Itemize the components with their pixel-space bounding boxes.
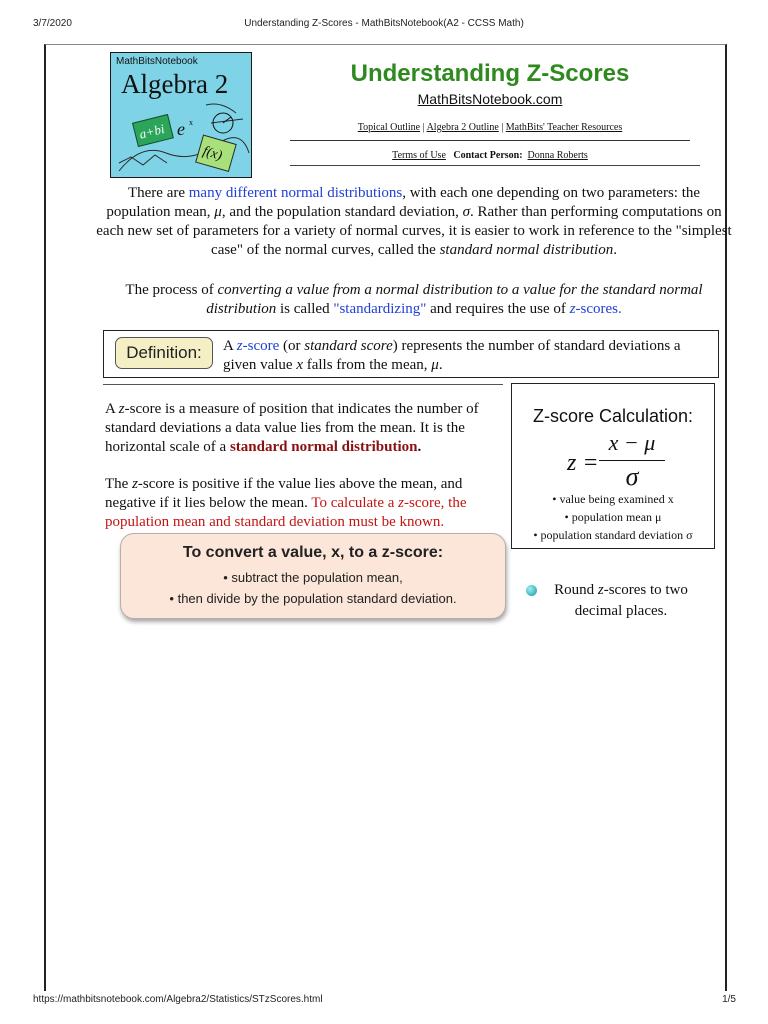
z-score-link[interactable]: -score [242,338,280,354]
topical-outline-link[interactable]: Topical Outline [357,122,421,133]
x-variable: x [296,357,303,373]
zscore-calculation-heading: Z-score Calculation: [532,406,694,426]
sigma-symbol: σ [462,204,470,220]
z-variable: z [118,401,125,417]
z-variable: z [132,476,138,492]
z-variable: z [569,301,576,317]
page-url[interactable]: https://mathbitsnotebook.com/Algebra2/Statistics/STzScores.html [33,994,323,1005]
zscore-formula [567,430,697,494]
measure-paragraph [105,400,505,457]
z-variable: z [597,582,604,598]
definition-box [103,330,719,378]
convert-step-1: • subtract the population mean, [223,570,403,585]
text: -scores to two decimal places. [574,582,688,619]
text: The process of [125,282,218,298]
rounding-tip [534,580,734,622]
formula-lhs: z = [567,450,599,476]
site-link[interactable]: MathBitsNotebook.com [417,91,563,107]
algebra2-logo[interactable] [110,52,252,178]
page-number: 1/5 [722,994,736,1005]
page-tab-title: Understanding Z-Scores - MathBitsNotebook(A2 - CCSS Math) [244,18,524,29]
text: Round [554,582,598,598]
z-variable: z [398,495,405,511]
page-title: Understanding Z-Scores [350,60,630,87]
text: , and the population standard deviation, [221,204,463,220]
standard-normal-distribution-term: standard normal distribution [229,439,418,455]
nav-links [290,122,690,133]
text: The [105,476,133,492]
text: . Rather than performing computations on each new set of parameters for a variety of normal curves, it is easier to work in reference to the "simplest case" of the normal curves, called the [96,204,732,258]
formula-numerator: x − μ [608,430,656,455]
text: -score is positive if the value lies above the mean, and negative if it lies below the mean. [105,476,463,511]
formula-legend-x: • value being examined x [552,492,674,506]
sign-paragraph [105,475,505,532]
logo-math-collage-icon [111,53,251,177]
zscore-calculation-box [511,383,715,549]
text: -score is a measure of position that indicates the number of standard deviations a data value lies from the mean. It is the horizontal scale of a [105,401,479,455]
text: , with each one depending on two parameters: the population mean, [106,185,701,220]
definition-text [223,337,713,375]
svg-text:x: x [189,118,193,127]
converting-term: converting a value from a normal distribution to a value for the standard normal distribution [206,282,703,317]
text: falls from the mean, [302,357,432,373]
svg-text:e: e [177,119,185,139]
calculate-note: -score, the population mean and standard deviation must be known. [105,495,467,530]
normal-distributions-link[interactable]: many different normal distributions [188,185,403,201]
convert-heading: To convert a value, x, to a z-score: [182,544,444,561]
standardizing-link[interactable]: "standardizing" [333,301,427,317]
print-date: 3/7/2020 [33,18,72,29]
text: . [438,357,443,373]
formula-legend-sigma: • population standard deviation σ [533,528,693,542]
calculate-note: To calculate a [311,495,399,511]
header-divider-2 [290,165,700,166]
terms-contact [290,150,690,161]
intro-paragraph [96,184,732,260]
logo-title-text: Algebra 2 [121,69,229,99]
z-scores-link[interactable]: -scores. [575,301,622,317]
convert-step-2: • then divide by the population standard deviation. [169,591,457,606]
text: A [105,401,119,417]
text: is called [276,301,334,317]
header-divider [290,140,690,141]
convert-steps-box [120,533,506,619]
text: and requires the use of [426,301,570,317]
contact-label: Contact Person: [453,150,523,161]
section-divider [103,384,503,385]
teacher-resources-link[interactable]: MathBits' Teacher Resources [505,122,623,133]
definition-badge: Definition: [115,337,213,369]
bullet-dot-icon [526,585,537,596]
text: (or [279,338,305,354]
rounding-tip-text [546,580,696,622]
svg-text:a+bi: a+bi [137,120,166,142]
terms-of-use-link[interactable]: Terms of Use [392,150,446,161]
contact-name-link[interactable]: Donna Roberts [527,150,588,161]
formula-legend-mu: • population mean μ [564,510,662,524]
text: . [417,439,422,455]
formula-denominator: σ [625,462,639,491]
text: . [613,242,617,258]
logo-brand-text: MathBitsNotebook [116,56,198,67]
fraction-bar [599,460,665,461]
algebra2-outline-link[interactable]: Algebra 2 Outline [426,122,499,133]
standard-normal-term: standard normal distribution [439,242,614,258]
standard-score-term: standard score [304,338,393,354]
text: There are [127,185,189,201]
nav-separator: | [498,122,506,133]
svg-text:f(x): f(x) [200,143,224,164]
standardizing-paragraph [96,281,732,319]
text: A [223,338,237,354]
text: ) represents the number of standard deviations a given value [223,338,681,373]
mu-symbol: μ [214,204,222,220]
mu-symbol: μ [431,357,439,373]
z-variable: z [236,338,243,354]
nav-separator: | [420,122,427,133]
